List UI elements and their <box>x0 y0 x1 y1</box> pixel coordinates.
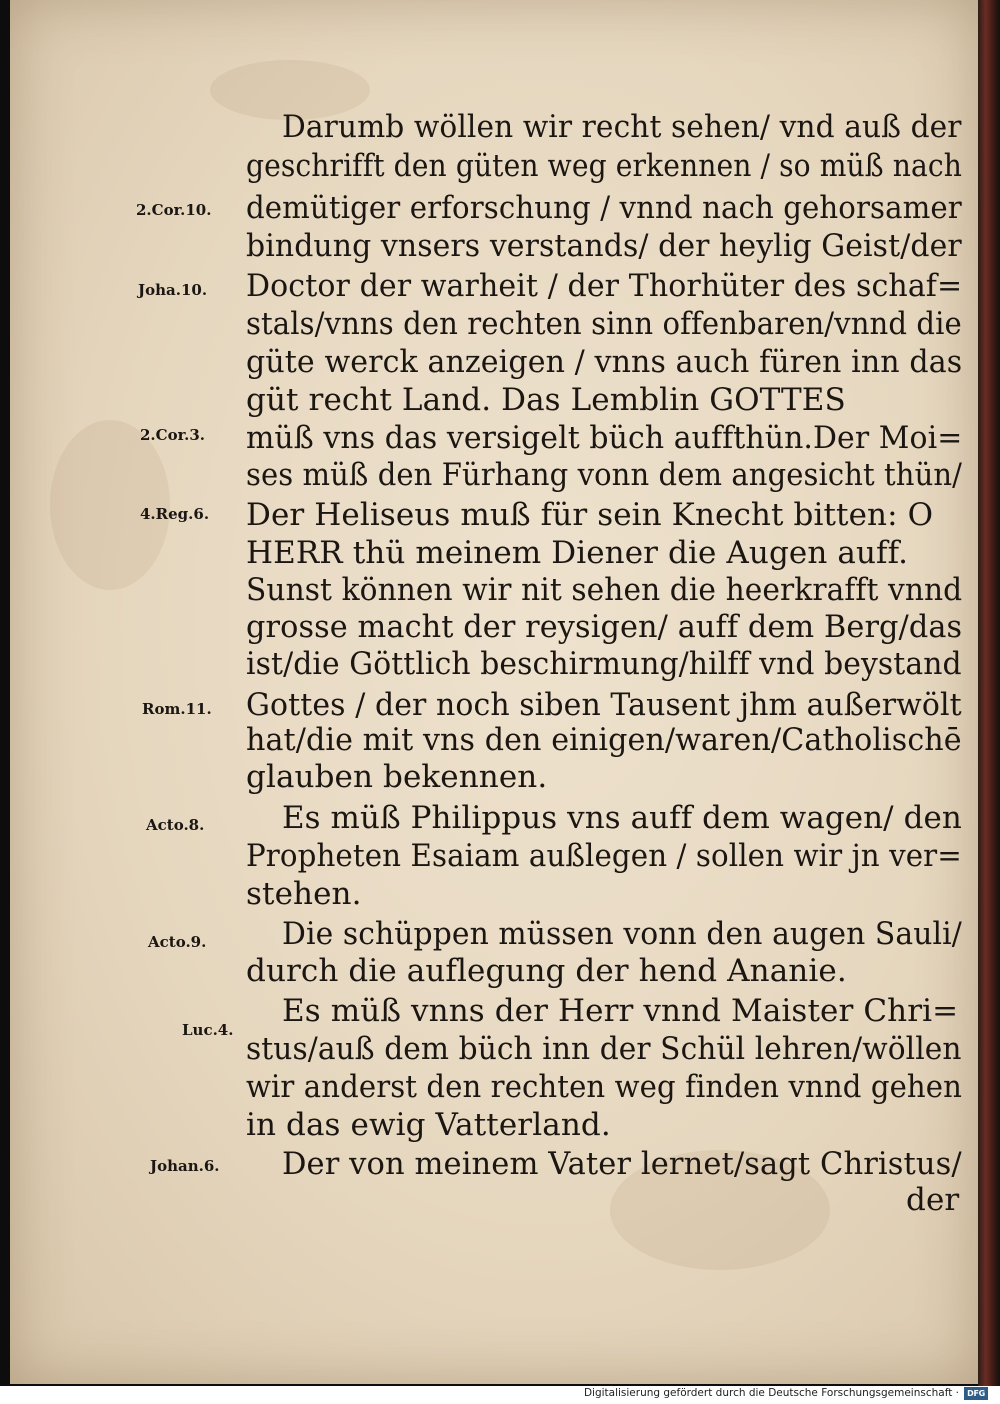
text-line: glauben bekennen. <box>246 759 548 795</box>
text-line: stals/vnns den rechten sinn offenbaren/vnnd die <box>246 306 962 342</box>
text-line: güt recht Land. Das Lemblin GOTTES <box>246 382 846 418</box>
text-line: stehen. <box>246 876 362 912</box>
text-line: Die schüppen müssen vonn den augen Sauli/ <box>282 916 962 952</box>
text-line: geschrifft den güten weg erkennen / so müß nach <box>246 148 962 184</box>
text-line: demütiger erforschung / vnnd nach gehorsamer <box>246 190 962 226</box>
text-line: ses müß den Fürhang vonn dem angesicht thün/ <box>246 457 963 493</box>
text-line: HERR thü meinem Diener die Augen auff. <box>246 535 909 571</box>
text-line: Doctor der warheit / der Thorhüter des schaf= <box>246 268 963 304</box>
text-line: Der von meinem Vater lernet/sagt Christus/ <box>282 1146 962 1182</box>
margin-reference: Luc.4. <box>182 1021 234 1039</box>
text-line: Gottes / der noch siben Tausent jhm außerwölt <box>246 687 962 723</box>
text-line: wir anderst den rechten weg finden vnnd gehen <box>246 1069 962 1105</box>
text-line: Darumb wöllen wir recht sehen/ vnd auß der <box>282 109 962 145</box>
text-line: müß vns das versigelt büch auffthün.Der Moi= <box>246 420 963 456</box>
text-line: Es müß Philippus vns auff dem wagen/ den <box>282 800 962 836</box>
text-line: Sunst können wir nit sehen die heerkrafft vnnd <box>246 572 963 608</box>
funding-note: Digitalisierung gefördert durch die Deutsche Forschungsgemeinschaft · <box>583 1387 959 1399</box>
margin-reference: 2.Cor.3. <box>140 426 206 444</box>
text-line: Propheten Esaiam außlegen / sollen wir jn ver= <box>246 838 962 874</box>
text-line: hat/die mit vns den einigen/waren/Catholischē <box>246 722 962 758</box>
margin-reference: 2.Cor.10. <box>136 201 212 219</box>
text-line: ist/die Göttlich beschirmung/hilff vnd beystand <box>246 646 962 682</box>
margin-reference: Joha.10. <box>138 281 208 299</box>
text-line: stus/auß dem büch inn der Schül lehren/wöllen <box>246 1031 962 1067</box>
margin-reference: Acto.8. <box>146 816 205 834</box>
dfg-logo: DFG <box>964 1387 988 1400</box>
digitization-credit <box>584 1385 988 1401</box>
book-page-edge <box>978 0 1000 1386</box>
text-line: Der Heliseus muß für sein Knecht bitten: O <box>246 497 934 533</box>
text-line: in das ewig Vatterland. <box>246 1107 611 1143</box>
text-line: bindung vnsers verstands/ der heylig Geist/der <box>246 228 962 264</box>
margin-reference: Acto.9. <box>148 933 207 951</box>
text-line: durch die auflegung der hend Ananie. <box>246 953 847 989</box>
catchword: der <box>906 1182 960 1218</box>
margin-reference: 4.Reg.6. <box>140 505 210 523</box>
text-line: Es müß vnns der Herr vnnd Maister Chri= <box>282 993 959 1029</box>
text-line: güte werck anzeigen / vnns auch füren inn das <box>246 344 963 380</box>
text-line: grosse macht der reysigen/ auff dem Berg/das <box>246 609 963 645</box>
margin-reference: Rom.11. <box>142 700 212 718</box>
margin-reference: Johan.6. <box>150 1157 220 1175</box>
